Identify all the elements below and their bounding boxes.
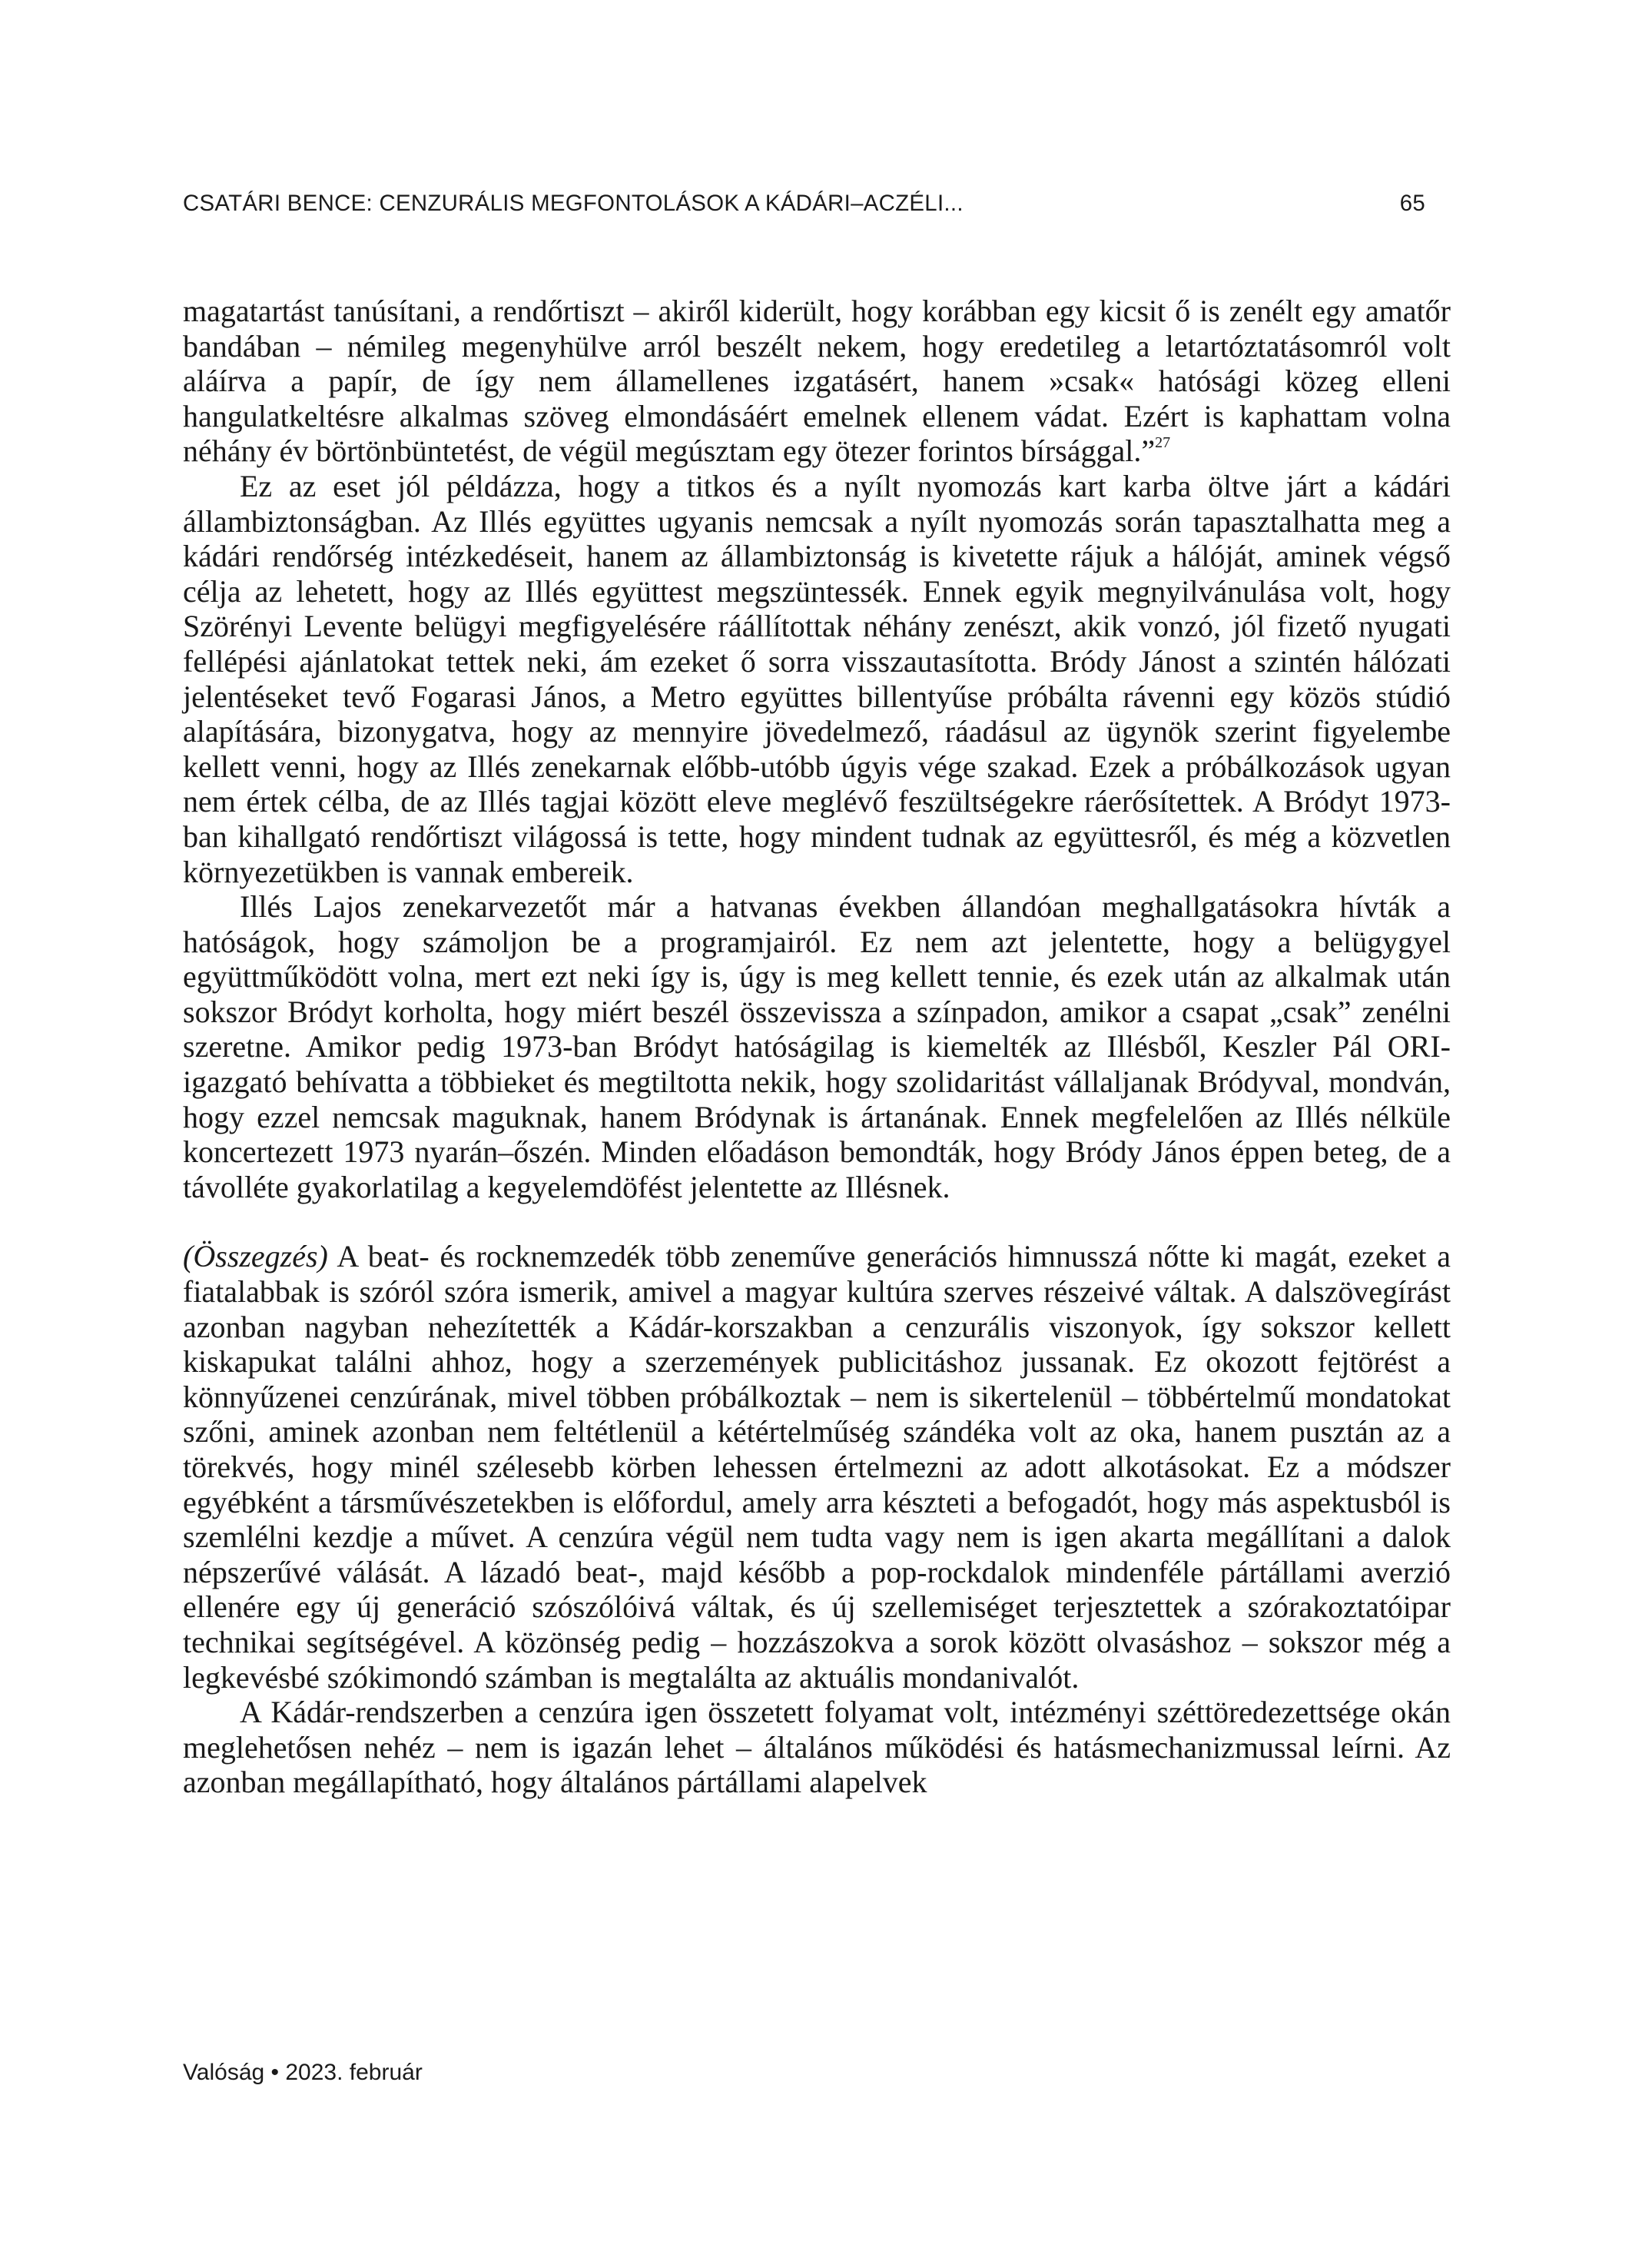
footnote-reference[interactable]: 27 xyxy=(1155,434,1171,452)
paragraph-text: magatartást tanúsítani, a rendőrtiszt – akiről kiderült, hogy korábban egy kicsit ő is zenélt egy amatőr bandában – némileg megenyhülve arról beszélt nekem, hogy eredetileg a letartóztatásomról volt aláírva a papír, de így nem államellenes izgatásért, hanem »csak« hatósági közeg elleni hangulatkeltésre alkalmas szöveg elmondásáért emelnek ellenem vádat. Ezért is kaphattam volna néhány év börtönbüntetést, de végül megúsztam egy ötezer forintos bírsággal.” xyxy=(183,294,1451,469)
paragraph-illes-lajos: Illés Lajos zenekarvezetőt már a hatvanas években állandóan meghallgatásokra hívták a hatóságok, hogy számoljon be a programjairól. Ez nem azt jelentette, hogy a belügygyel együttműködött volna, mert ezt neki így is, úgy is meg kellett tennie, és ezek után az alkalmak után sokszor Bródyt korholta, hogy miért beszél összevissza a színpadon, amikor a csapat „csak” zenélni szeretne. Amikor pedig 1973-ban Bródyt hatóságilag is kiemelték az Illésből, Keszler Pál ORI-igazgató behívatta a többieket és megtiltotta nekik, hogy szolidaritást vállaljanak Bródyval, mondván, hogy ezzel nemcsak maguknak, hanem Bródynak is ártanának. Ennek megfelelően az Illés nélküle koncertezett 1973 nyarán–őszén. Minden előadáson bemondták, hogy Bródy János éppen beteg, de a távolléte gyakorlatilag a kegyelemdöfést jelentette az Illésnek. xyxy=(183,889,1451,1204)
running-head xyxy=(183,184,1425,223)
running-title: CSATÁRI BENCE: CENZURÁLIS MEGFONTOLÁSOK A KÁDÁRI–ACZÉLI... xyxy=(183,191,964,216)
article-body xyxy=(183,294,1451,1800)
paragraph-illes-surveillance: Ez az eset jól példázza, hogy a titkos és a nyílt nyomozás kart karba öltve járt a kádári állambiztonságban. Az Illés együttes ugyanis nemcsak a nyílt nyomozás során tapasztalhatta meg a kádári rendőrség intézkedéseit, hanem az állambiztonság is kivetette rájuk a hálóját, aminek végső célja az lehetett, hogy az Illés együttest megszüntessék. Ennek egyik megnyilvánulása volt, hogy Szörényi Levente belügyi megfigyelésére ráállítottak néhány zenészt, akik vonzó, jól fizető nyugati fellépési ajánlatokat tettek neki, ám ezeket ő sorra visszautasította. Bródy Jánost a szintén hálózati jelentéseket tevő Fogarasi János, a Metro együttes billentyűse próbálta rávenni egy közös stúdió alapítására, bizonygatva, hogy az mennyire jövedelmező, ráadásul az ügynök szerint figyelembe kellett venni, hogy az Illés zenekarnak előbb-utóbb úgyis vége szakad. Ezek a próbálkozások ugyan nem értek célba, de az Illés tagjai között eleve meglévő feszültségekre ráerősítettek. A Bródyt 1973-ban kihallgató rendőrtiszt világossá is tette, hogy mindent tudnak az együttesről, és még a közvetlen környezetükben is vannak embereik. xyxy=(183,468,1451,889)
paragraph-kadar-censorship: A Kádár-rendszerben a cenzúra igen összetett folyamat volt, intézményi széttöredezettsége okán meglehetősen nehéz – nem is igazán lehet – általános működési és hatásmechanizmussal leírni. Az azonban megállapítható, hogy általános pártállami alapelvek xyxy=(183,1695,1451,1800)
paragraph-quote-continuation xyxy=(183,294,1451,469)
page-footer xyxy=(183,2060,423,2086)
paragraph-summary xyxy=(183,1239,1451,1695)
page-number: 65 xyxy=(1399,191,1425,216)
paragraph-text: A beat- és rocknemzedék több zeneműve generációs himnusszá nőtte ki magát, ezeket a fiatalabbak is szóról szóra ismerik, amivel a magyar kultúra szerves részeivé váltak. A dalszövegírást azonban nagyban nehezítették a Kádár-korszakban a cenzurális viszonyok, így sokszor kellett kiskapukat találni ahhoz, hogy a szerzemények publicitáshoz jussanak. Ez okozott fejtörést a könnyűzenei cenzúrának, mivel többen próbálkoztak – nem is sikertelenül – többértelmű mondatokat szőni, aminek azonban nem feltétlenül a kétértelműség szándéka volt az oka, hanem pusztán az a törekvés, hogy minél szélesebb körben lehessen értelmezni az adott alkotásokat. Ez a módszer egyébként a társművészetekben is előfordul, amely arra készteti a befogadót, hogy más aspektusból is szemlélni kezdje a művet. A cenzúra végül nem tudta vagy nem is igen akarta megállítani a dalok népszerűvé válását. A lázadó beat-, majd később a pop-rockdalok mindenféle pártállami averzió ellenére egy új generáció szószólóivá váltak, és új szellemiséget terjesztettek a szórakoztatóipar technikai segítségével. A közönség pedig – hozzászokva a sorok között olvasáshoz – sokszor még a legkevésbé szókimondó számban is megtalálta az aktuális mondanivalót. xyxy=(183,1239,1451,1695)
publication-info: Valóság • 2023. február xyxy=(183,2060,423,2085)
section-label: (Összegzés) xyxy=(183,1239,328,1274)
